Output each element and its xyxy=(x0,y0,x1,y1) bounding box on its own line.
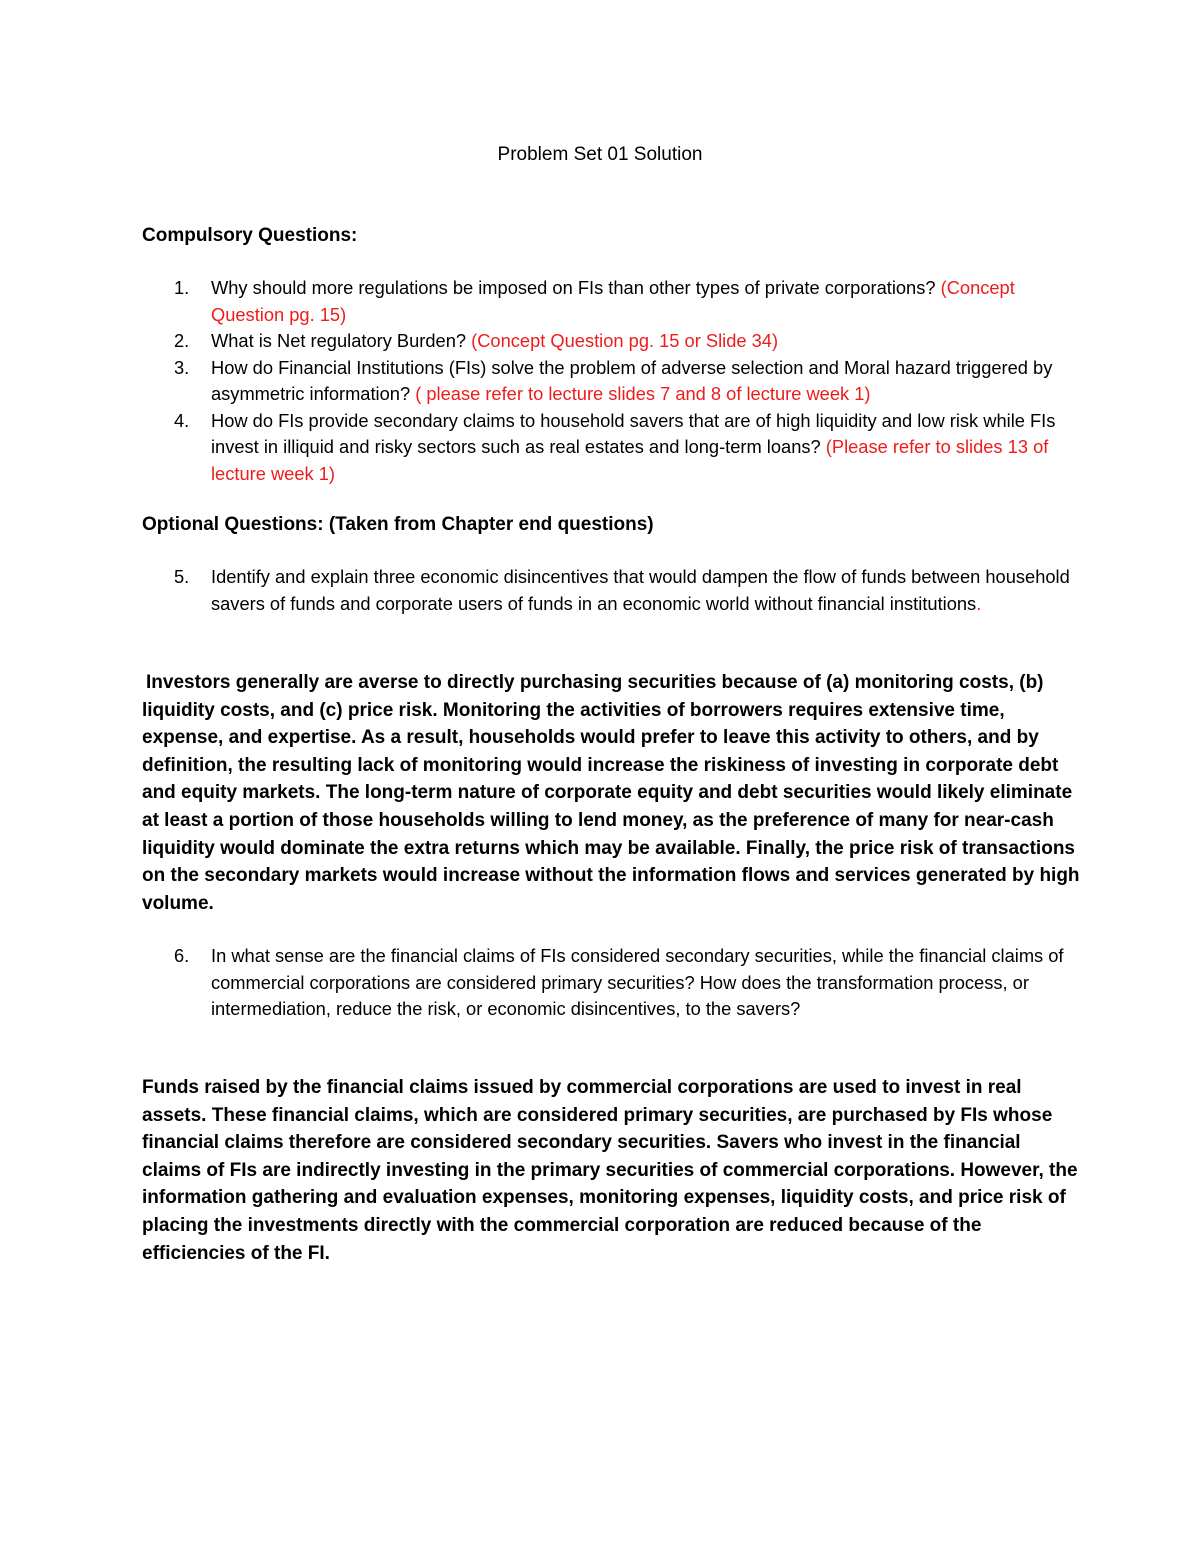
question-reference: (Please refer to slides 13 of lecture week 1) xyxy=(211,436,1049,484)
compulsory-questions-heading: Compulsory Questions: xyxy=(142,225,358,246)
question-text: In what sense are the financial claims of FIs considered secondary securities, while the financial claims of commercial corporations are considered primary securities? How does the transformation process, or intermediation, reduce the risk, or economic disincentives, to the savers? xyxy=(211,945,1064,1019)
question-trailing-period: . xyxy=(976,592,982,614)
question-number: 1. xyxy=(174,277,190,298)
question-text: How do FIs provide secondary claims to household savers that are of high liquidity and low risk while FIs invest in illiquid and risky sectors such as real estates and long-term loans? xyxy=(211,409,1056,457)
question-3 xyxy=(142,355,1072,408)
compulsory-questions-list xyxy=(142,275,1072,487)
question-reference: (Concept Question pg. 15 or Slide 34) xyxy=(471,330,779,351)
question-1 xyxy=(142,275,1072,328)
question-6 xyxy=(142,943,1072,1023)
question-text: What is Net regulatory Burden? xyxy=(211,330,467,351)
question-number: 6. xyxy=(174,945,190,966)
question-text: How do Financial Institutions (FIs) solve the problem of adverse selection and Moral hazard triggered by asymmetric information? xyxy=(211,356,1053,404)
question-number: 3. xyxy=(174,356,190,378)
answer-6: Funds raised by the financial claims issued by commercial corporations are used to invest in real assets. These financial claims, which are considered primary securities, are purchased by FIs whose financial claims therefore are considered secondary securities. Savers who invest in the financial claims of FIs are indirectly investing in the primary securities of commercial corporations. However, the information gathering and evaluation expenses, monitoring expenses, liquidity costs, and price risk of placing the investments directly with the commercial corporation are reduced because of the efficiencies of the FI. xyxy=(142,1077,1078,1264)
question-text: Identify and explain three economic disincentives that would dampen the flow of funds between household savers of funds and corporate users of funds in an economic world without financial institutions xyxy=(211,566,1070,614)
optional-question-5 xyxy=(142,564,1072,617)
question-reference: ( please refer to lecture slides 7 and 8 of lecture week 1) xyxy=(415,383,871,404)
question-5 xyxy=(142,564,1072,617)
question-number: 4. xyxy=(174,409,190,431)
document-title: Problem Set 01 Solution xyxy=(497,144,703,165)
question-text: Why should more regulations be imposed on FIs than other types of private corporations? xyxy=(211,277,936,298)
question-2 xyxy=(142,328,1072,355)
answer-5: Investors generally are averse to directly purchasing securities because of (a) monitoring costs, (b) liquidity costs, and (c) price risk. Monitoring the activities of borrowers requires extensive time, expense, and expertise. As a result, households would prefer to leave this activity to others, and by definition, the resulting lack of monitoring would increase the riskiness of investing in corporate debt and equity markets. The long-term nature of corporate equity and debt securities would likely eliminate at least a portion of those households willing to lend money, as the preference of many for near-cash liquidity would dominate the extra returns which may be available. Finally, the price risk of transactions on the secondary markets would increase without the information flows and services generated by high volume. xyxy=(142,672,1080,914)
question-reference: (Concept Question pg. 15) xyxy=(211,277,1015,325)
question-4 xyxy=(142,408,1072,488)
optional-questions-heading: Optional Questions: (Taken from Chapter end questions) xyxy=(142,514,654,535)
question-number: 2. xyxy=(174,330,190,351)
optional-question-6 xyxy=(142,943,1072,1023)
question-number: 5. xyxy=(174,566,190,587)
